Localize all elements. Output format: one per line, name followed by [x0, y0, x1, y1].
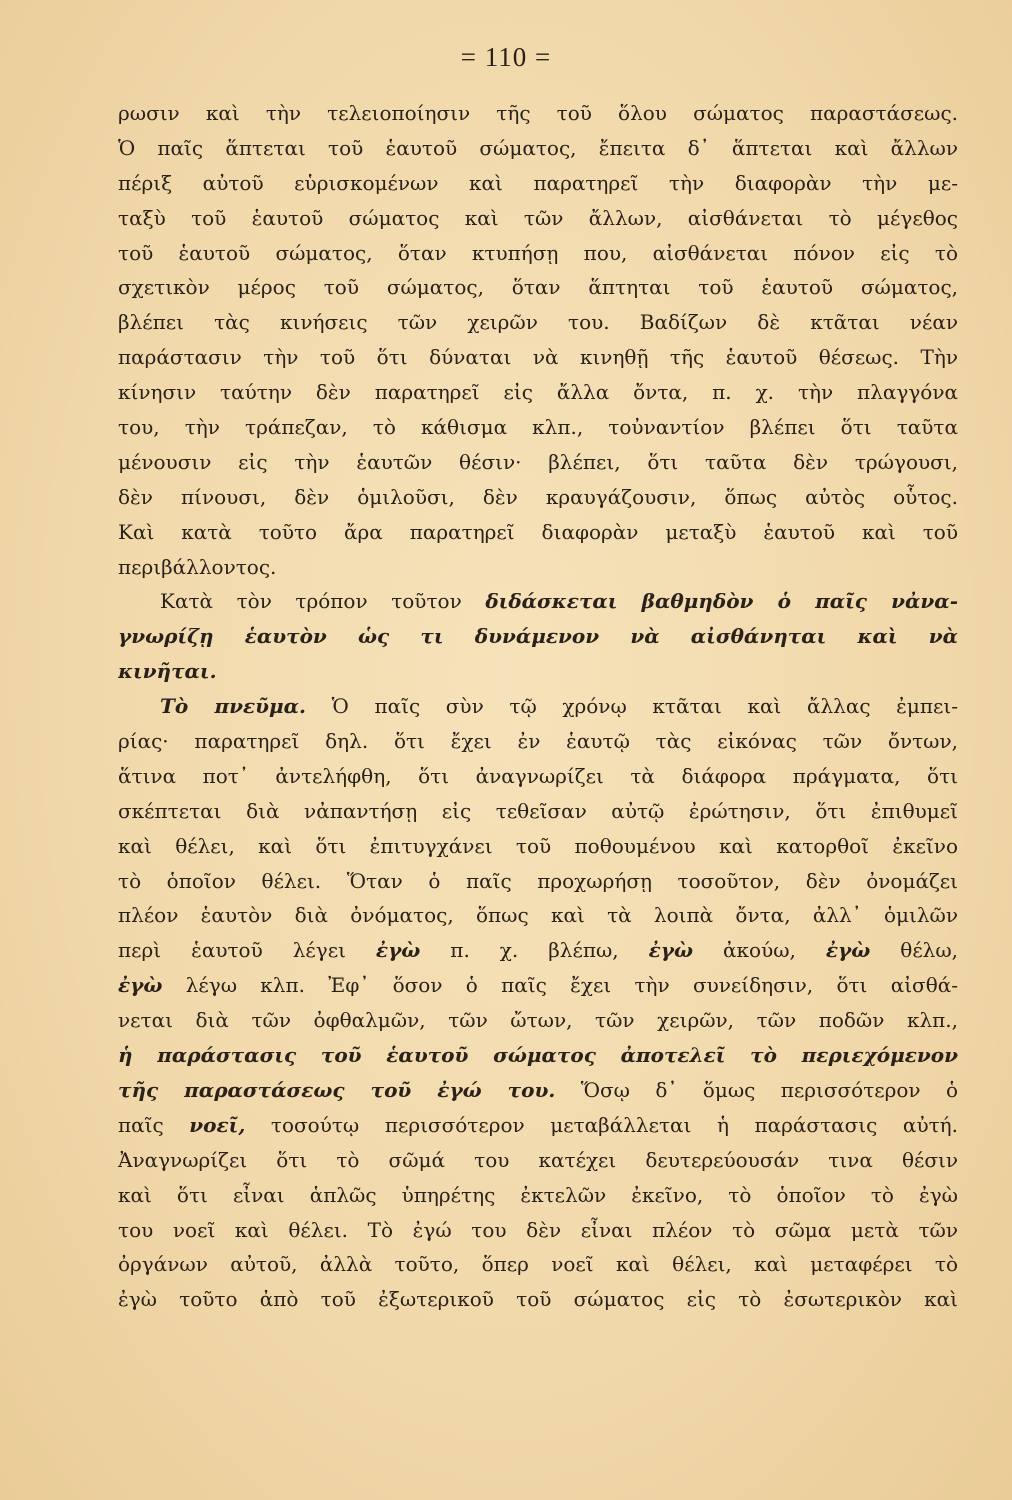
text-line: πέριξ αὐτοῦ εὑρισκομένων καὶ παρατηρεῖ τὴν διαφορὰν τὴν με-: [118, 170, 958, 195]
text-line: μένουσιν εἰς τὴν ἑαυτῶν θέσιν· βλέπει, ὅτι ταῦτα δὲν τρώγουσι,: [118, 449, 958, 474]
page-number: = 110 =: [460, 42, 552, 72]
emphasized-text: ἐγὼ: [375, 938, 421, 963]
text-line: νεται διὰ τῶν ὀφθαλμῶν, τῶν ὤτων, τῶν χειρῶν, τῶν ποδῶν κλπ.,: [118, 1008, 958, 1033]
text-line: [118, 1038, 958, 1073]
text-line: [118, 584, 958, 619]
emphasized-text: γνωρίζῃ ἑαυτὸν ὡς τι δυνάμενον νὰ αἰσθάνηται καὶ νὰ: [118, 624, 958, 649]
text-line: ταξὺ τοῦ ἑαυτοῦ σώματος καὶ τῶν ἄλλων, αἰσθάνεται τὸ μέγεθος: [118, 205, 958, 230]
emphasized-text: κινῆται.: [118, 659, 217, 684]
text-line: [118, 689, 958, 724]
emphasized-text: ἐγὼ: [648, 938, 694, 963]
text-line: [118, 968, 958, 1003]
text-line: ἐγὼ τοῦτο ἀπὸ τοῦ ἐξωτερικοῦ τοῦ σώματος εἰς τὸ ἐσωτερικὸν καὶ: [118, 1287, 958, 1312]
text-line: [118, 1108, 958, 1143]
text-line: [118, 1073, 958, 1108]
text-span: ἀκούω,: [723, 938, 796, 963]
emphasized-text: ἐγὼ: [118, 973, 163, 998]
section-heading: Τὸ πνεῦμα.: [160, 694, 306, 719]
text-line: βλέπει τὰς κινήσεις τῶν χειρῶν του. Βαδίζων δὲ κτᾶται νέαν: [118, 310, 958, 335]
text-line: [118, 619, 958, 654]
text-line: πλέον ἑαυτὸν διὰ ὀνόματος, ὅπως καὶ τὰ λοιπὰ ὄντα, ἀλλ᾿ ὁμιλῶν: [118, 903, 958, 928]
text-line: Ὁ παῖς ἅπτεται τοῦ ἑαυτοῦ σώματος, ἔπειτα δ᾿ ἅπτεται καὶ ἄλλων: [118, 135, 958, 160]
text-span: π. χ. βλέπω,: [450, 938, 619, 963]
emphasized-text: τῆς παραστάσεως τοῦ ἐγώ του.: [118, 1077, 556, 1102]
text-line: [118, 654, 958, 689]
text-line: σχετικὸν μέρος τοῦ σώματος, ὅταν ἅπτηται τοῦ ἑαυτοῦ σώματος,: [118, 275, 958, 300]
text-line: καὶ θέλει, καὶ ὅτι ἐπιτυγχάνει τοῦ ποθουμένου καὶ κατορθοῖ ἐκεῖνο: [118, 833, 958, 858]
body-text: [118, 96, 958, 1317]
emphasized-text: νοεῖ,: [189, 1112, 246, 1137]
text-line: ρωσιν καὶ τὴν τελειοποίησιν τῆς τοῦ ὅλου σώματος παραστάσεως.: [118, 101, 958, 125]
text-span: Ὁ παῖς σὺν τῷ χρόνῳ κτᾶται καὶ ἄλλας ἐμπει-: [331, 694, 958, 719]
text-line: Καὶ κατὰ τοῦτο ἄρα παρατηρεῖ διαφορὰν μεταξὺ ἑαυτοῦ καὶ τοῦ: [118, 519, 958, 544]
emphasized-text: ἡ παράστασις τοῦ ἑαυτοῦ σώματος ἀποτελεῖ τὸ περιεχόμενον: [118, 1043, 958, 1068]
text-line: δὲν πίνουσι, δὲν ὁμιλοῦσι, δὲν κραυγάζουσιν, ὅπως αὐτὸς οὗτος.: [118, 484, 958, 509]
emphasized-text: διδάσκεται βαθμηδὸν ὁ παῖς νἀνα-: [485, 589, 958, 614]
text-span: Κατὰ τὸν τρόπον τοῦτον: [160, 589, 462, 614]
text-span: τοσούτῳ περισσότερον μεταβάλλεται ἡ παράστασις αὐτή.: [270, 1112, 958, 1137]
text-line: τὸ ὁποῖον θέλει. Ὅταν ὁ παῖς προχωρήσῃ τοσοῦτον, δὲν ὀνομάζει: [118, 868, 958, 893]
text-line: [118, 933, 958, 968]
emphasized-text: ἐγὼ: [825, 938, 871, 963]
text-line: ἅτινα ποτ᾿ ἀντελήφθη, ὅτι ἀναγνωρίζει τὰ διάφορα πράγματα, ὅτι: [118, 763, 958, 788]
text-span: λέγω κλπ. Ἐφ᾿ ὅσον ὁ παῖς ἔχει τὴν συνείδησιν, ὅτι αἰσθά-: [185, 973, 958, 998]
text-span: παῖς: [118, 1112, 164, 1137]
text-line: σκέπτεται διὰ νἀπαντήσῃ εἰς τεθεῖσαν αὐτῷ ἐρώτησιν, ὅτι ἐπιθυμεῖ: [118, 798, 958, 823]
text-line: ὀργάνων αὐτοῦ, ἀλλὰ τοῦτο, ὅπερ νοεῖ καὶ θέλει, καὶ μεταφέρει τὸ: [118, 1252, 958, 1277]
text-line: περιβάλλοντος.: [118, 554, 277, 579]
text-span: περὶ ἑαυτοῦ λέγει: [118, 938, 346, 963]
text-line: ρίας· παρατηρεῖ δηλ. ὅτι ἔχει ἐν ἑαυτῷ τὰς εἰκόνας τῶν ὄντων,: [118, 729, 958, 754]
text-line: κίνησιν ταύτην δὲν παρατηρεῖ εἰς ἄλλα ὄντα, π. χ. τὴν πλαγγόνα: [118, 380, 958, 405]
text-span: Ὅσῳ δ᾿ ὅμως περισσότερον ὁ: [580, 1077, 958, 1102]
text-line: καὶ ὅτι εἶναι ἁπλῶς ὑπηρέτης ἐκτελῶν ἐκεῖνο, τὸ ὁποῖον τὸ ἐγὼ: [118, 1182, 958, 1207]
text-line: παράστασιν τὴν τοῦ ὅτι δύναται νὰ κινηθῇ τῆς ἑαυτοῦ θέσεως. Τὴν: [118, 345, 958, 370]
text-line: του νοεῖ καὶ θέλει. Τὸ ἐγώ του δὲν εἶναι πλέον τὸ σῶμα μετὰ τῶν: [118, 1217, 958, 1242]
text-line: τοῦ ἑαυτοῦ σώματος, ὅταν κτυπήσῃ που, αἰσθάνεται πόνον εἰς τὸ: [118, 240, 958, 265]
text-line: του, τὴν τράπεζαν, τὸ κάθισμα κλπ., τοὐναντίον βλέπει ὅτι ταῦτα: [118, 415, 958, 440]
text-span: θέλω,: [900, 938, 958, 963]
text-line: Ἀναγνωρίζει ὅτι τὸ σῶμά του κατέχει δευτερεύουσάν τινα θέσιν: [118, 1147, 958, 1172]
